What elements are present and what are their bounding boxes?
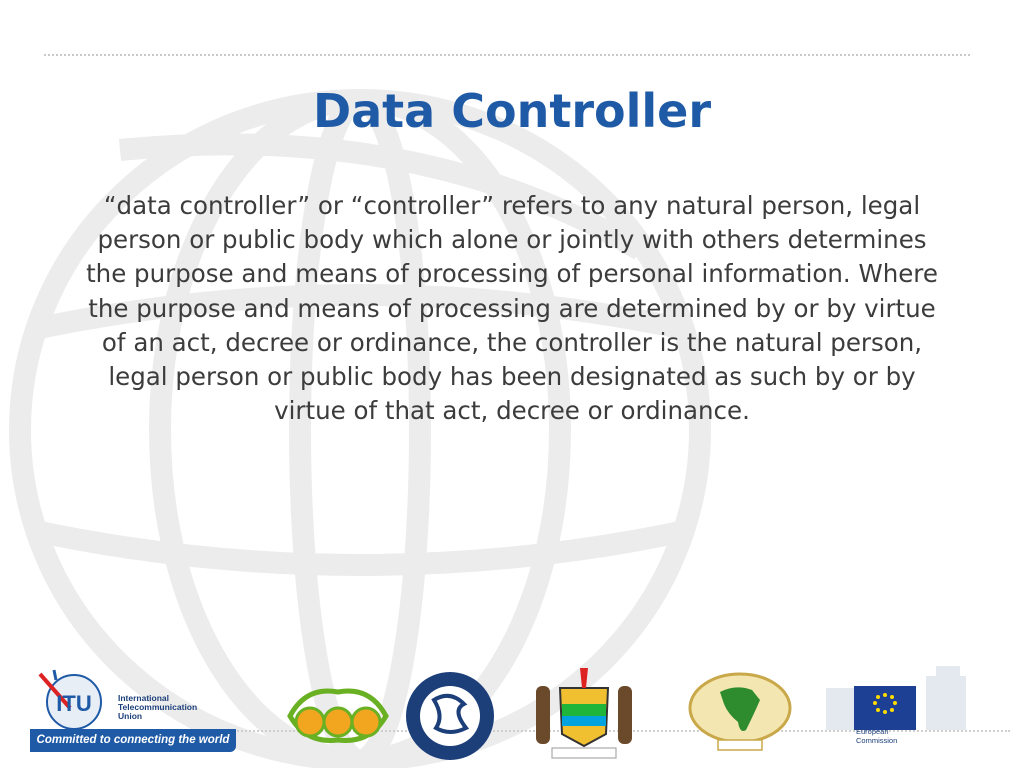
slide-title: Data Controller [312,84,712,138]
european-commission-name: European Commission [856,727,898,745]
european-commission-logo [826,666,966,730]
itu-letters: ITU [56,691,92,716]
itu-emblem-icon [30,664,116,730]
footer-logo-bar [0,660,1024,768]
african-union-logo [680,670,800,754]
tanzania-coat-of-arms [528,664,640,764]
itu-tagline: Committed to connecting the world [30,729,236,752]
sadc-logo [404,670,496,762]
ecowas-logo [286,682,390,748]
slide-body-text: “data controller” or “controller” refers to any natural person, legal person or public body which alone or jointly with others determines the purpose and means of processing of personal information. Where the purpose and means of processing are determined by or by virtue of an act, decree or ordinance, the controller is the natural person, legal person or public body has been designated as such by or by virtue of that act, decree or ordinance. [86,191,938,426]
itu-name: International Telecommunication Union [118,693,198,721]
top-dotted-divider [44,54,970,56]
itu-logo [30,664,236,752]
